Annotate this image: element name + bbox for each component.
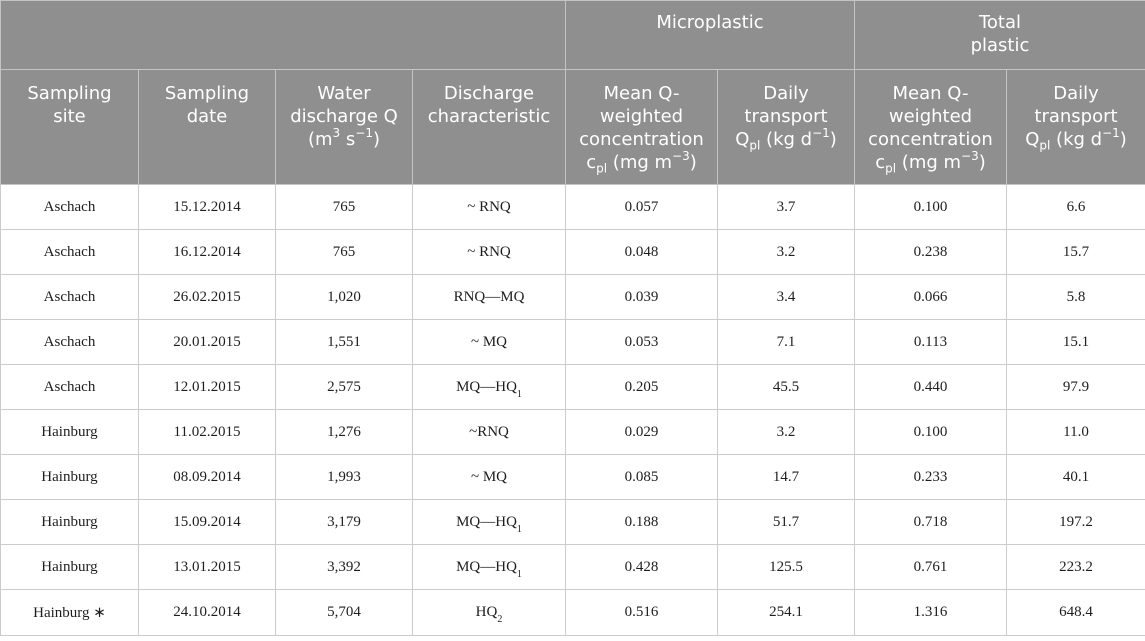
- col-header-date-label: Sampling date: [164, 83, 250, 127]
- cell-mp-transport: 3.4: [718, 275, 855, 320]
- cell-discharge: 2,575: [276, 365, 413, 410]
- cell-characteristic: ~ RNQ: [413, 230, 566, 275]
- cell-tp-transport: 97.9: [1007, 365, 1145, 410]
- cell-date: 24.10.2014: [139, 590, 276, 636]
- col-header-tp-concentration-unit: $c_{pl}$ (mg $m^{-3}$): [875, 149, 986, 176]
- col-header-characteristic: [413, 70, 566, 185]
- cell-site: Aschach: [1, 320, 139, 365]
- cell-characteristic: ~RNQ: [413, 410, 566, 455]
- col-header-mp-transport: [718, 70, 855, 185]
- cell-mp-transport: 7.1: [718, 320, 855, 365]
- cell-mp-concentration: 0.428: [566, 545, 718, 590]
- cell-characteristic: $MQ—HQ_1$: [413, 545, 566, 590]
- cell-mp-transport: 125.5: [718, 545, 855, 590]
- cell-tp-transport: 15.1: [1007, 320, 1145, 365]
- cell-mp-transport: 51.7: [718, 500, 855, 545]
- cell-characteristic: RNQ—MQ: [413, 275, 566, 320]
- table-row: [1, 185, 1145, 230]
- cell-mp-transport: 254.1: [718, 590, 855, 636]
- cell-site: Aschach: [1, 275, 139, 320]
- cell-mp-concentration: 0.048: [566, 230, 718, 275]
- col-header-mp-transport-unit: $Q_{pl}$ (kg $d^{-1}$): [735, 126, 837, 153]
- cell-mp-concentration: 0.039: [566, 275, 718, 320]
- cell-discharge: 765: [276, 230, 413, 275]
- cell-site: Hainburg: [1, 500, 139, 545]
- cell-site: Hainburg: [1, 455, 139, 500]
- cell-tp-concentration: 0.233: [855, 455, 1007, 500]
- table-row: [1, 545, 1145, 590]
- cell-site: Aschach: [1, 185, 139, 230]
- cell-mp-concentration: 0.516: [566, 590, 718, 636]
- cell-date: 15.12.2014: [139, 185, 276, 230]
- cell-discharge: 1,993: [276, 455, 413, 500]
- table-row: [1, 590, 1145, 636]
- cell-tp-concentration: 0.113: [855, 320, 1007, 365]
- cell-mp-transport: 14.7: [718, 455, 855, 500]
- col-header-mp-transport-label: Daily transport: [744, 83, 828, 127]
- col-header-discharge-label: Water discharge Q: [290, 83, 398, 127]
- table-row: [1, 320, 1145, 365]
- col-header-characteristic-label: Discharge characteristic: [427, 83, 551, 127]
- group-header-total-plastic: [855, 1, 1145, 70]
- col-header-date: [139, 70, 276, 185]
- cell-mp-transport: 3.2: [718, 410, 855, 455]
- cell-discharge: 765: [276, 185, 413, 230]
- cell-characteristic: $MQ—HQ_1$: [413, 365, 566, 410]
- table-row: [1, 230, 1145, 275]
- cell-tp-transport: 15.7: [1007, 230, 1145, 275]
- cell-mp-transport: 3.2: [718, 230, 855, 275]
- cell-tp-transport: 223.2: [1007, 545, 1145, 590]
- col-header-discharge: [276, 70, 413, 185]
- col-header-site-label: Sampling site: [27, 83, 112, 127]
- cell-site: Hainburg: [1, 545, 139, 590]
- cell-site: Hainburg: [1, 410, 139, 455]
- col-header-tp-transport: [1007, 70, 1145, 185]
- cell-tp-transport: 11.0: [1007, 410, 1145, 455]
- cell-characteristic: ~ MQ: [413, 320, 566, 365]
- cell-tp-concentration: 0.100: [855, 185, 1007, 230]
- table-row: [1, 455, 1145, 500]
- cell-discharge: 5,704: [276, 590, 413, 636]
- cell-discharge: 3,179: [276, 500, 413, 545]
- group-header-total-plastic-label: Total plastic: [970, 12, 1030, 56]
- cell-mp-concentration: 0.029: [566, 410, 718, 455]
- table-row: [1, 275, 1145, 320]
- cell-tp-concentration: 0.718: [855, 500, 1007, 545]
- cell-characteristic: $HQ_2$: [413, 590, 566, 636]
- cell-tp-concentration: 0.238: [855, 230, 1007, 275]
- col-header-mp-concentration: [566, 70, 718, 185]
- cell-mp-transport: 45.5: [718, 365, 855, 410]
- cell-date: 11.02.2015: [139, 410, 276, 455]
- cell-discharge: 1,551: [276, 320, 413, 365]
- cell-site: Aschach: [1, 365, 139, 410]
- col-header-mp-concentration-unit: $c_{pl}$ (mg $m^{-3}$): [586, 149, 697, 176]
- col-header-mp-concentration-label: Mean Q-weighted concentration: [579, 83, 704, 150]
- cell-mp-concentration: 0.057: [566, 185, 718, 230]
- cell-tp-concentration: 0.066: [855, 275, 1007, 320]
- group-header-blank: [1, 1, 566, 70]
- cell-date: 20.01.2015: [139, 320, 276, 365]
- cell-mp-concentration: 0.205: [566, 365, 718, 410]
- col-header-tp-concentration: [855, 70, 1007, 185]
- cell-characteristic: $MQ—HQ_1$: [413, 500, 566, 545]
- cell-tp-transport: 648.4: [1007, 590, 1145, 636]
- group-header-row: [1, 1, 1145, 70]
- cell-date: 26.02.2015: [139, 275, 276, 320]
- col-header-discharge-unit: ($m^3$ $s^{-1}$): [307, 126, 381, 150]
- cell-date: 12.01.2015: [139, 365, 276, 410]
- cell-site: Aschach: [1, 230, 139, 275]
- cell-tp-concentration: 1.316: [855, 590, 1007, 636]
- cell-date: 08.09.2014: [139, 455, 276, 500]
- cell-mp-concentration: 0.085: [566, 455, 718, 500]
- cell-mp-concentration: 0.053: [566, 320, 718, 365]
- cell-tp-concentration: 0.440: [855, 365, 1007, 410]
- cell-tp-transport: 6.6: [1007, 185, 1145, 230]
- cell-characteristic: ~ RNQ: [413, 185, 566, 230]
- cell-discharge: 1,276: [276, 410, 413, 455]
- cell-discharge: 1,020: [276, 275, 413, 320]
- col-header-tp-concentration-label: Mean Q-weighted concentration: [868, 83, 993, 150]
- cell-date: 16.12.2014: [139, 230, 276, 275]
- cell-date: 13.01.2015: [139, 545, 276, 590]
- group-header-microplastic: Microplastic: [566, 1, 855, 70]
- cell-tp-concentration: 0.761: [855, 545, 1007, 590]
- cell-discharge: 3,392: [276, 545, 413, 590]
- table-row: [1, 500, 1145, 545]
- cell-mp-transport: 3.7: [718, 185, 855, 230]
- column-header-row: [1, 70, 1145, 185]
- col-header-tp-transport-unit: $Q_{pl}$ (kg $d^{-1}$): [1025, 126, 1127, 153]
- table-row: [1, 410, 1145, 455]
- cell-tp-concentration: 0.100: [855, 410, 1007, 455]
- cell-date: 15.09.2014: [139, 500, 276, 545]
- table-row: [1, 365, 1145, 410]
- cell-tp-transport: 40.1: [1007, 455, 1145, 500]
- cell-mp-concentration: 0.188: [566, 500, 718, 545]
- cell-tp-transport: 197.2: [1007, 500, 1145, 545]
- cell-site: Hainburg ∗: [1, 590, 139, 636]
- col-header-tp-transport-label: Daily transport: [1034, 83, 1118, 127]
- cell-tp-transport: 5.8: [1007, 275, 1145, 320]
- col-header-site: [1, 70, 139, 185]
- cell-characteristic: ~ MQ: [413, 455, 566, 500]
